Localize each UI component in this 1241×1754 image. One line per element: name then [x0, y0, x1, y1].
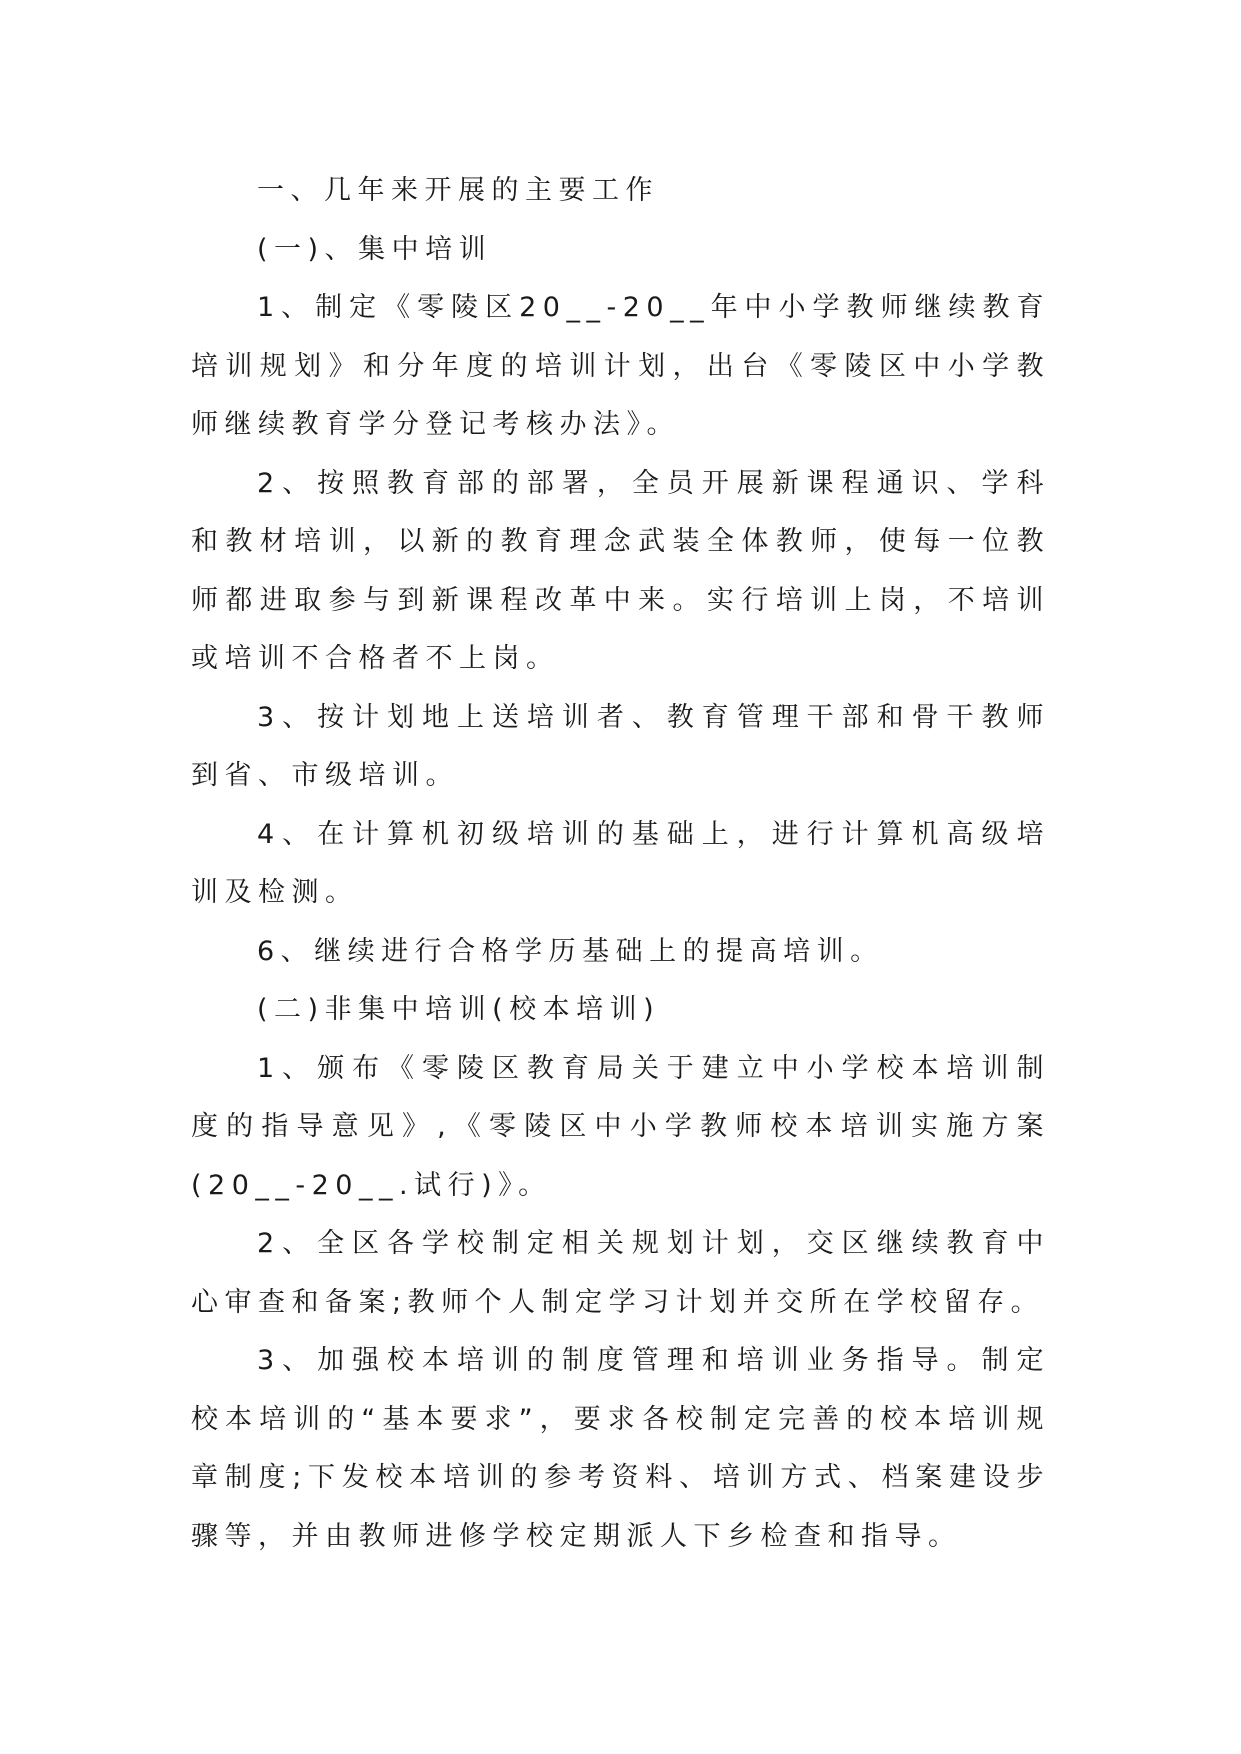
paragraph: 3、加强校本培训的制度管理和培训业务指导。制定校本培训的“基本要求”，要求各校制定完善的校本培训规章制度;下发校本培训的参考资料、培训方式、档案建设步骤等，并由教师进修学校定期派人下乡检查和指导。 [191, 1345, 1050, 1552]
paragraph: 3、按计划地上送培训者、教育管理干部和骨干教师到省、市级培训。 [191, 701, 1050, 791]
paragraph: 1、颁布《零陵区教育局关于建立中小学校本培训制度的指导意见》,《零陵区中小学教师校本培训实施方案(20__-20__.试行)》。 [191, 1052, 1050, 1201]
paragraph: 6、继续进行合格学历基础上的提高培训。 [257, 935, 884, 967]
subsection-heading: (一)、集中培训 [257, 233, 493, 265]
section-heading: 一、几年来开展的主要工作 [257, 175, 659, 206]
paragraph: 4、在计算机初级培训的基础上，进行计算机高级培训及检测。 [191, 818, 1050, 908]
paragraph: 2、按照教育部的部署，全员开展新课程通识、学科和教材培训，以新的教育理念武装全体教师，使每一位教师都进取参与到新课程改革中来。实行培训上岗，不培训或培训不合格者不上岗。 [191, 467, 1050, 674]
paragraph: 2、全区各学校制定相关规划计划，交区继续教育中心审查和备案;教师个人制定学习计划并交所在学校留存。 [191, 1228, 1050, 1318]
subsection-heading: (二)非集中培训(校本培训) [257, 994, 661, 1025]
paragraph: 1、制定《零陵区20__-20__年中小学教师继续教育培训规划》和分年度的培训计划，出台《零陵区中小学教师继续教育学分登记考核办法》。 [191, 292, 1050, 440]
document-body [191, 162, 1050, 1566]
